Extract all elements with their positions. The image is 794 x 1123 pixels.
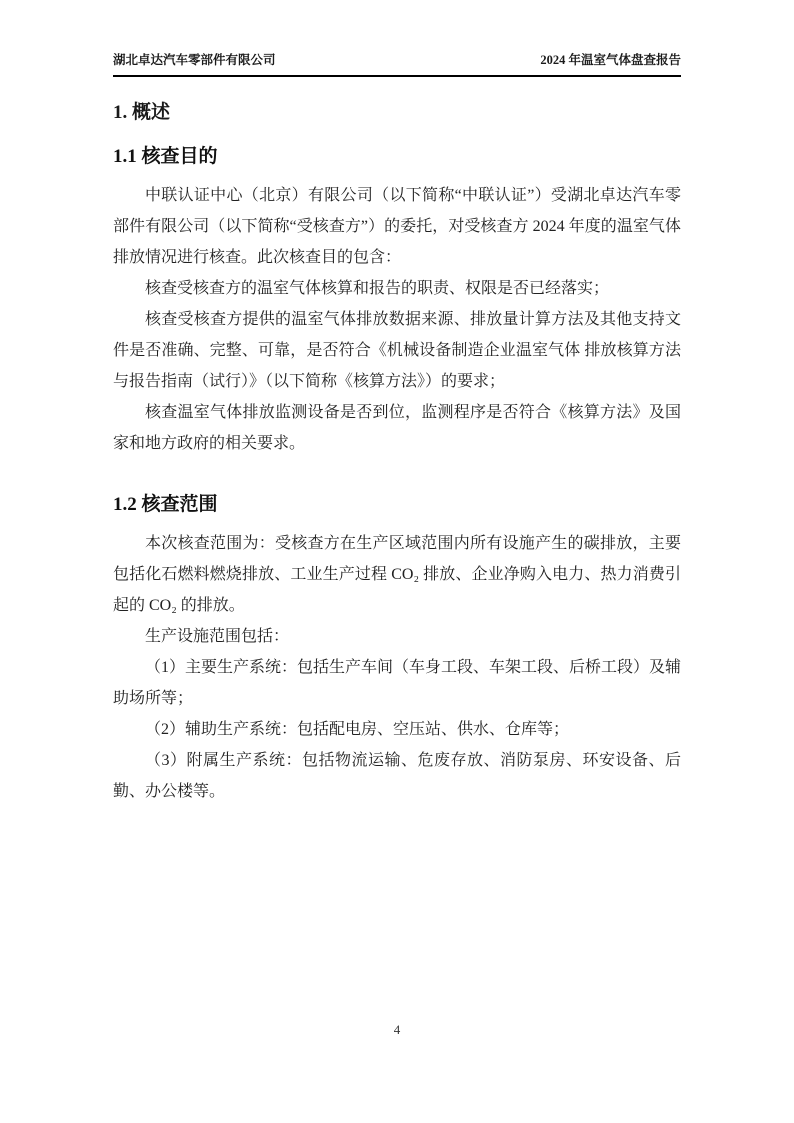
section-purpose-body: [113, 180, 681, 459]
heading-overview: 1. 概述: [113, 102, 171, 123]
paragraph-purpose-item-1: 核查受核查方的温室气体核算和报告的职责、权限是否已经落实；: [145, 280, 610, 297]
document-content: [113, 100, 681, 807]
paragraph-scope-intro: 本次核查范围为：受核查方在生产区域范围内所有设施产生的碳排放，主要包括化石燃料燃烧排放、工业生产过程 CO₂ 排放、企业净购入电力、热力消费引起的 CO₂ 的排放。: [113, 535, 681, 614]
paragraph-purpose-item-2: 核查受核查方提供的温室气体排放数据来源、排放量计算方法及其他支持文件是否准确、完整、可靠，是否符合《机械设备制造企业温室气体 排放核算方法与报告指南（试行）》（以下简称《核算方法》）的要求；: [113, 311, 681, 390]
section-scope-body: [113, 528, 681, 807]
page-header: [113, 0, 681, 77]
paragraph-scope-item-1: （1）主要生产系统：包括生产车间（车身工段、车架工段、后桥工段）及辅助场所等；: [113, 659, 682, 707]
paragraph-purpose-item-3: 核查温室气体排放监测设备是否到位，监测程序是否符合《核算方法》及国家和地方政府的相关要求。: [113, 404, 681, 452]
paragraph-scope-item-2: （2）辅助生产系统：包括配电房、空压站、供水、仓库等；: [145, 721, 570, 738]
paragraph-scope-facilities: 生产设施范围包括：: [145, 628, 290, 645]
paragraph-purpose-intro: 中联认证中心（北京）有限公司（以下简称“中联认证”）受湖北卓达汽车零部件有限公司（以下简称“受核查方”）的委托，对受核查方 2024 年度的温室气体排放情况进行核查。此次核查目的包含：: [113, 187, 681, 266]
heading-verification-purpose: 1.1 核查目的: [113, 146, 218, 167]
header-company-name: 湖北卓达汽车零部件有限公司: [113, 53, 276, 67]
heading-verification-scope: 1.2 核查范围: [113, 494, 218, 515]
header-report-title: 2024 年温室气体盘查报告: [540, 53, 681, 67]
paragraph-scope-item-3: （3）附属生产系统：包括物流运输、危废存放、消防泵房、环安设备、后勤、办公楼等。: [113, 752, 681, 800]
page-number: 4: [393, 1022, 401, 1037]
page-footer: [0, 1022, 794, 1038]
